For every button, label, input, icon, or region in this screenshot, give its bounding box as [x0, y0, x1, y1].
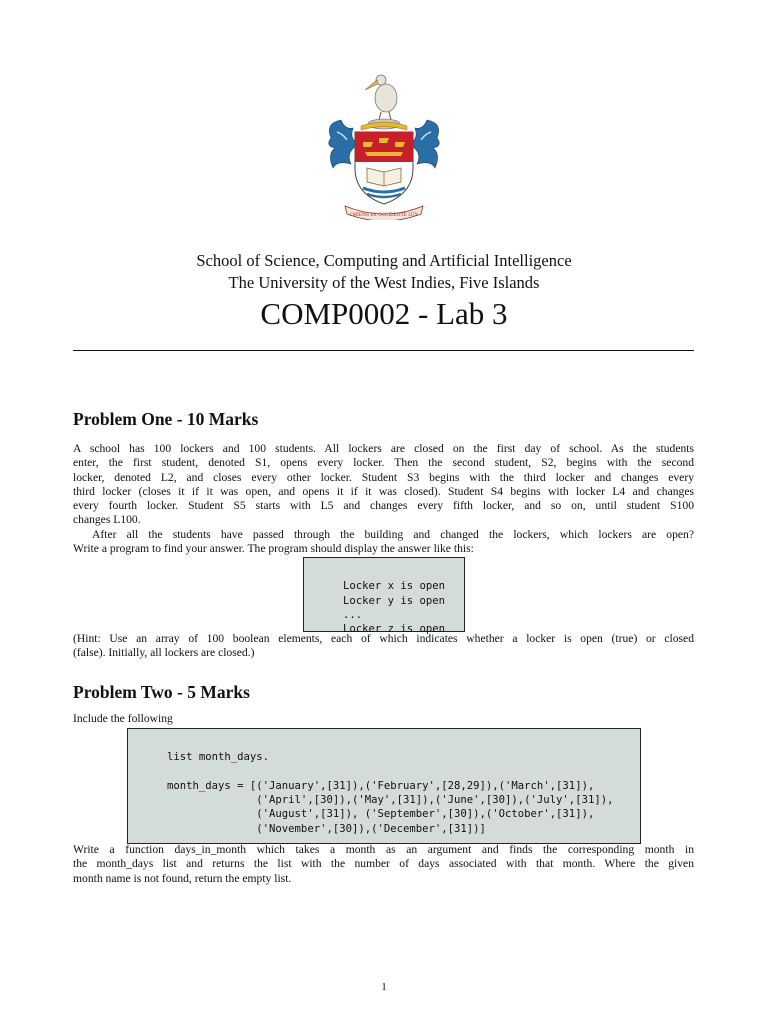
text-line: After all the students have passed through the building and changed the lockers, which lockers are open? [92, 527, 694, 541]
code-line: month_days = [('January',[31]),('February',[28,29]),('March',[31]), [167, 779, 595, 792]
university-crest-logo [323, 68, 445, 220]
text-line: (Hint: Use an array of 100 boolean elements, each of which indicates whether a locker is open (true) or closed [73, 632, 694, 645]
pelican-icon [365, 75, 397, 120]
text-line: Include the following [73, 712, 173, 725]
problem-two-intro [73, 712, 694, 726]
code-line: ... [343, 608, 363, 621]
text-line: A school has 100 lockers and 100 students. All lockers are closed on the first day of school. As the students [73, 442, 694, 455]
code-line: Locker y is open [343, 594, 446, 607]
problem-one-hint [73, 632, 694, 661]
code-line: ('November',[30]),('December',[31])] [167, 822, 486, 835]
text-line: Write a function days_in_month which takes a month as an argument and finds the corresponding month in [73, 843, 694, 856]
title-divider [73, 350, 694, 351]
locker-output-code-block [303, 557, 465, 636]
text-line: every fourth locker. Student S5 starts with L5 and changes every fifth locker, and so on, until student S100 [73, 499, 694, 513]
code-line: list month_days. [167, 751, 270, 764]
text-line: enter, the first student, denoted S1, opens every locker. Then the second student, S2, begins with the second [73, 456, 694, 470]
text-line: third locker (closes it if it was open, and opens it if it was closed). Student S4 begins with locker L4 and changes [73, 484, 694, 498]
code-line: ('August',[31]), ('September',[30]),('October',[31]), [167, 808, 595, 821]
document-title: COMP0002 - Lab 3 [260, 296, 508, 331]
text-line: changes L100. [73, 513, 141, 527]
text-line: Write a program to find your answer. The program should display the answer like this: [73, 542, 474, 556]
code-line: Locker x is open [343, 580, 446, 593]
text-line: locker, denoted L2, and closes every other locker. Student S3 begins with the third locker and changes every [73, 470, 694, 484]
text-line: the month_days list and returns the list with the number of days associated with that month. Where the given [73, 857, 694, 871]
university-name: The University of the West Indies, Five Islands [228, 273, 540, 292]
page-number: 1 [381, 981, 387, 993]
code-line [167, 765, 640, 779]
problem-two-description [73, 843, 694, 886]
code-line: ('April',[30]),('May',[31]),('June',[30]),('July',[31]), [167, 794, 614, 807]
code-line: Locker z is open [343, 623, 446, 636]
crest-motto: ORIENS EX OCCIDENTE LUX [350, 213, 418, 218]
month-days-code-block [127, 728, 641, 844]
problem-one-heading: Problem One - 10 Marks [73, 409, 259, 429]
text-line: month name is not found, return the empty list. [73, 871, 292, 885]
problem-one-paragraph [73, 442, 694, 556]
text-line: (false). Initially, all lockers are closed.) [73, 646, 255, 660]
problem-two-heading: Problem Two - 5 Marks [73, 682, 250, 702]
school-name: School of Science, Computing and Artificial Intelligence [196, 251, 572, 270]
